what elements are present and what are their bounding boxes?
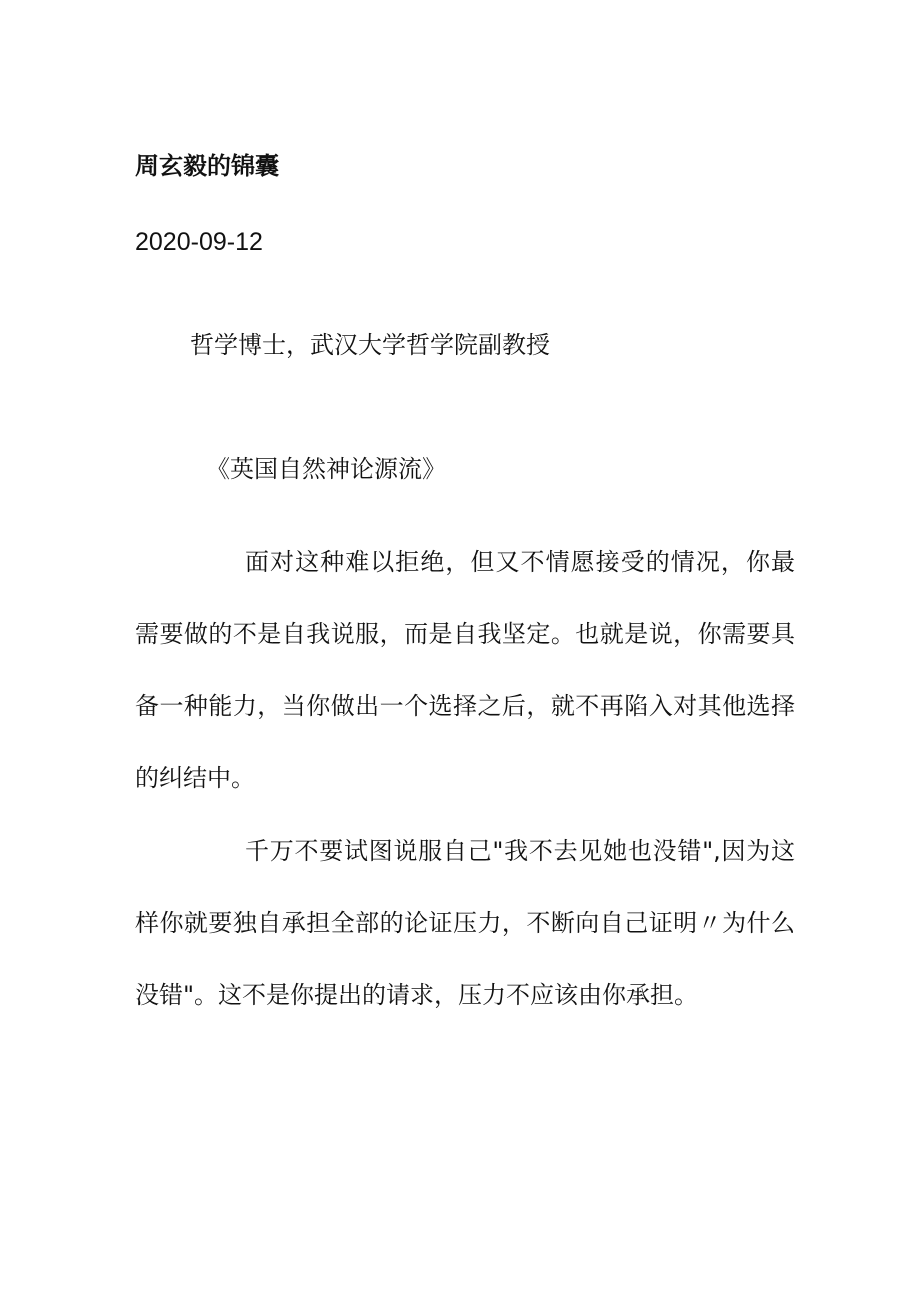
document-date: 2020-09-12: [135, 228, 263, 256]
book-title: 《英国自然神论源流》: [206, 455, 446, 483]
author-description: 哲学博士，武汉大学哲学院副教授: [190, 331, 550, 359]
body-paragraph-1: 面对这种难以拒绝，但又不情愿接受的情况，你最需要做的不是自我说服，而是自我坚定。也就是说，你需要具备一种能力，当你做出一个选择之后，就不再陷入对其他选择的纠结中。: [135, 548, 795, 792]
body-paragraph-2: 千万不要试图说服自己"我不去见她也没错",因为这样你就要独自承担全部的论证压力，不断向自己证明〃为什么没错"。这不是你提出的请求，压力不应该由你承担。: [135, 837, 795, 1009]
document-title: 周玄毅的锦囊: [135, 152, 279, 180]
